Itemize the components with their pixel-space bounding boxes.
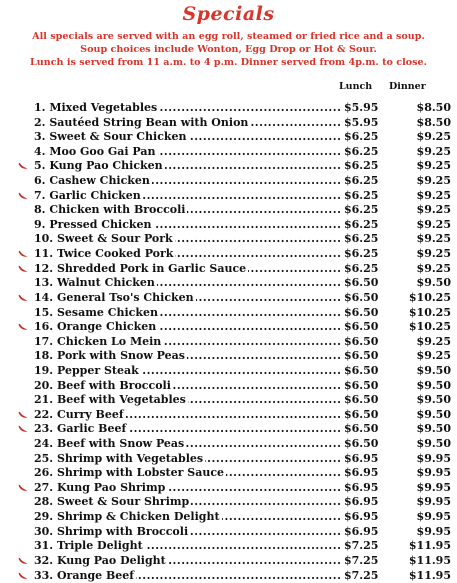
dinner-price: $9.95 xyxy=(393,466,451,481)
menu-item-name xyxy=(34,408,340,423)
menu-item-name xyxy=(34,276,340,291)
menu-item-name xyxy=(34,116,340,131)
menu-item-name xyxy=(34,437,340,452)
lunch-price: $6.95 xyxy=(344,495,380,510)
menu-item-name xyxy=(34,203,340,218)
menu-item xyxy=(0,452,457,467)
dinner-price: $9.95 xyxy=(393,481,451,496)
dinner-price: $9.50 xyxy=(393,437,451,452)
menu-item-name xyxy=(34,466,340,481)
menu-item-label: 24. Beef with Snow Peas xyxy=(34,437,186,450)
lunch-price: $6.95 xyxy=(344,525,380,540)
lunch-price: $5.95 xyxy=(344,101,380,116)
chili-pepper-icon xyxy=(18,265,28,273)
menu-item xyxy=(0,422,457,437)
menu-item-label: 4. Moo Goo Gai Pan xyxy=(34,145,158,158)
lunch-price: $6.50 xyxy=(344,408,380,423)
menu-item xyxy=(0,554,457,569)
menu-item xyxy=(0,276,457,291)
specials-intro xyxy=(0,30,457,69)
dinner-price: $9.25 xyxy=(393,159,451,174)
dinner-price: $8.50 xyxy=(393,116,451,131)
menu-item xyxy=(0,495,457,510)
chili-pepper-icon xyxy=(18,192,28,200)
menu-item-label: 25. Shrimp with Vegetables xyxy=(34,452,205,465)
lunch-price: $6.25 xyxy=(344,174,380,189)
menu-item-name xyxy=(34,306,340,321)
lunch-price: $6.50 xyxy=(344,276,380,291)
menu-item-name xyxy=(34,452,340,467)
dinner-price: $9.25 xyxy=(393,349,451,364)
menu-item-label: 26. Shrimp with Lobster Sauce xyxy=(34,466,226,479)
menu-item xyxy=(0,364,457,379)
intro-line: Lunch is served from 11 a.m. to 4 p.m. Dinner served from 4p.m. to close. xyxy=(0,56,457,69)
menu-item xyxy=(0,218,457,233)
chili-pepper-icon xyxy=(18,572,28,580)
menu-item xyxy=(0,379,457,394)
menu-item xyxy=(0,539,457,554)
lunch-price: $6.95 xyxy=(344,510,380,525)
lunch-price: $6.50 xyxy=(344,349,380,364)
lunch-price: $7.25 xyxy=(344,539,380,554)
intro-line: Soup choices include Wonton, Egg Drop or Hot & Sour. xyxy=(0,43,457,56)
lunch-price: $6.50 xyxy=(344,422,380,437)
lunch-price: $6.25 xyxy=(344,262,380,277)
menu-item xyxy=(0,189,457,204)
chili-pepper-icon xyxy=(18,425,28,433)
menu-item-label: 1. Mixed Vegetables xyxy=(34,101,159,114)
menu-item-label: 28. Sweet & Sour Shrimp xyxy=(34,495,191,508)
menu-item-name xyxy=(34,174,340,189)
menu-item xyxy=(0,116,457,131)
menu-item-name xyxy=(34,495,340,510)
lunch-price: $5.95 xyxy=(344,116,380,131)
menu-item-label: 14. General Tso's Chicken xyxy=(34,291,196,304)
dinner-price: $9.25 xyxy=(393,262,451,277)
menu-item xyxy=(0,159,457,174)
menu-item xyxy=(0,569,457,583)
menu-item-name xyxy=(34,320,340,335)
menu-item-label: 5. Kung Pao Chicken xyxy=(34,159,165,172)
menu-item-label: 32. Kung Pao Delight xyxy=(34,554,168,567)
menu-item xyxy=(0,437,457,452)
menu-item-label: 20. Beef with Broccoli xyxy=(34,379,173,392)
menu-item xyxy=(0,145,457,160)
dinner-price: $9.25 xyxy=(393,145,451,160)
dinner-price: $9.25 xyxy=(393,232,451,247)
menu-item-label: 29. Shrimp & Chicken Delight xyxy=(34,510,222,523)
menu-item-label: 9. Pressed Chicken xyxy=(34,218,154,231)
dinner-price: $11.95 xyxy=(393,539,451,554)
lunch-price: $6.25 xyxy=(344,218,380,233)
menu-item-label: 23. Garlic Beef xyxy=(34,422,128,435)
menu-item-name xyxy=(34,393,340,408)
menu-item-name xyxy=(34,569,340,583)
menu-item-name xyxy=(34,101,340,116)
menu-item-label: 27. Kung Pao Shrimp xyxy=(34,481,167,494)
lunch-price: $6.50 xyxy=(344,437,380,452)
menu-item-label: 2. Sautéed String Bean with Onion xyxy=(34,116,250,129)
chili-pepper-icon xyxy=(18,484,28,492)
chili-pepper-icon xyxy=(18,162,28,170)
dinner-price: $11.95 xyxy=(393,569,451,583)
menu-item-label: 33. Orange Beef xyxy=(34,569,136,582)
menu-item-label: 11. Twice Cooked Pork xyxy=(34,247,175,260)
menu-item xyxy=(0,101,457,116)
dinner-column-header: Dinner xyxy=(389,81,426,92)
lunch-price: $6.25 xyxy=(344,203,380,218)
dinner-price: $10.25 xyxy=(393,291,451,306)
dinner-price: $9.50 xyxy=(393,422,451,437)
menu-item xyxy=(0,262,457,277)
menu-item-name xyxy=(34,159,340,174)
dinner-price: $9.95 xyxy=(393,495,451,510)
menu-item-label: 31. Triple Delight xyxy=(34,539,145,552)
menu-item-name xyxy=(34,349,340,364)
menu-item-label: 13. Walnut Chicken xyxy=(34,276,157,289)
lunch-price: $6.50 xyxy=(344,291,380,306)
dinner-price: $9.50 xyxy=(393,379,451,394)
dinner-price: $9.95 xyxy=(393,452,451,467)
menu-item-name xyxy=(34,247,340,262)
menu-item xyxy=(0,393,457,408)
menu-item xyxy=(0,335,457,350)
menu-item xyxy=(0,306,457,321)
menu-item xyxy=(0,291,457,306)
menu-item-name xyxy=(34,291,340,306)
chili-pepper-icon xyxy=(18,323,28,331)
dinner-price: $9.25 xyxy=(393,130,451,145)
menu-item-label: 19. Pepper Steak xyxy=(34,364,141,377)
dinner-price: $9.25 xyxy=(393,189,451,204)
menu-item-label: 21. Beef with Vegetables xyxy=(34,393,188,406)
menu-item xyxy=(0,174,457,189)
menu-item-label: 10. Sweet & Sour Pork xyxy=(34,232,175,245)
intro-line: All specials are served with an egg roll, steamed or fried rice and a soup. xyxy=(0,30,457,43)
menu-item-name xyxy=(34,554,340,569)
menu-item-name xyxy=(34,525,340,540)
menu-item-name xyxy=(34,422,340,437)
menu-item-name xyxy=(34,218,340,233)
menu-item-label: 17. Chicken Lo Mein xyxy=(34,335,163,348)
menu-item-label: 8. Chicken with Broccoli xyxy=(34,203,187,216)
menu-item-name xyxy=(34,335,340,350)
lunch-price: $6.50 xyxy=(344,379,380,394)
page-title: Specials xyxy=(0,3,457,25)
dinner-price: $10.25 xyxy=(393,306,451,321)
menu-item-label: 30. Shrimp with Broccoli xyxy=(34,525,190,538)
menu-item-name xyxy=(34,539,340,554)
menu-item xyxy=(0,130,457,145)
lunch-price: $7.25 xyxy=(344,569,380,583)
menu-item-label: 18. Pork with Snow Peas xyxy=(34,349,187,362)
menu-item-name xyxy=(34,130,340,145)
lunch-price: $6.95 xyxy=(344,481,380,496)
lunch-price: $7.25 xyxy=(344,554,380,569)
menu-item-name xyxy=(34,481,340,496)
lunch-price: $6.25 xyxy=(344,145,380,160)
menu-item-label: 6. Cashew Chicken xyxy=(34,174,152,187)
menu-item-label: 7. Garlic Chicken xyxy=(34,189,143,202)
menu-list xyxy=(0,101,457,583)
menu-item xyxy=(0,510,457,525)
chili-pepper-icon xyxy=(18,250,28,258)
menu-item-label: 12. Shredded Pork in Garlic Sauce xyxy=(34,262,248,275)
dinner-price: $9.25 xyxy=(393,335,451,350)
menu-item xyxy=(0,349,457,364)
dinner-price: $9.25 xyxy=(393,218,451,233)
menu-item-name xyxy=(34,232,340,247)
lunch-price: $6.25 xyxy=(344,247,380,262)
dinner-price: $9.25 xyxy=(393,203,451,218)
menu-item-label: 16. Orange Chicken xyxy=(34,320,158,333)
chili-pepper-icon xyxy=(18,411,28,419)
lunch-price: $6.25 xyxy=(344,232,380,247)
menu-item-label: 3. Sweet & Sour Chicken xyxy=(34,130,189,143)
menu-item-name xyxy=(34,379,340,394)
dinner-price: $9.50 xyxy=(393,364,451,379)
chili-pepper-icon xyxy=(18,294,28,302)
dinner-price: $9.50 xyxy=(393,393,451,408)
menu-item xyxy=(0,247,457,262)
lunch-price: $6.25 xyxy=(344,159,380,174)
lunch-price: $6.50 xyxy=(344,393,380,408)
menu-item-name xyxy=(34,145,340,160)
lunch-price: $6.50 xyxy=(344,320,380,335)
menu-item-name xyxy=(34,364,340,379)
menu-item xyxy=(0,203,457,218)
chili-pepper-icon xyxy=(18,557,28,565)
dinner-price: $9.25 xyxy=(393,174,451,189)
lunch-price: $6.95 xyxy=(344,452,380,467)
dinner-price: $9.95 xyxy=(393,510,451,525)
lunch-price: $6.50 xyxy=(344,335,380,350)
menu-item-label: 22. Curry Beef xyxy=(34,408,126,421)
menu-item xyxy=(0,408,457,423)
lunch-price: $6.25 xyxy=(344,130,380,145)
dinner-price: $9.50 xyxy=(393,276,451,291)
dinner-price: $11.95 xyxy=(393,554,451,569)
menu-item xyxy=(0,232,457,247)
lunch-column-header: Lunch xyxy=(339,81,372,92)
menu-item xyxy=(0,466,457,481)
menu-item xyxy=(0,320,457,335)
lunch-price: $6.50 xyxy=(344,306,380,321)
dinner-price: $9.50 xyxy=(393,408,451,423)
menu-item xyxy=(0,525,457,540)
lunch-price: $6.50 xyxy=(344,364,380,379)
dinner-price: $9.95 xyxy=(393,525,451,540)
dinner-price: $8.50 xyxy=(393,101,451,116)
menu-item-name xyxy=(34,189,340,204)
lunch-price: $6.95 xyxy=(344,466,380,481)
menu-item-name xyxy=(34,510,340,525)
menu-item-name xyxy=(34,262,340,277)
dinner-price: $10.25 xyxy=(393,320,451,335)
lunch-price: $6.25 xyxy=(344,189,380,204)
menu-item xyxy=(0,481,457,496)
menu-item-label: 15. Sesame Chicken xyxy=(34,306,160,319)
dinner-price: $9.25 xyxy=(393,247,451,262)
